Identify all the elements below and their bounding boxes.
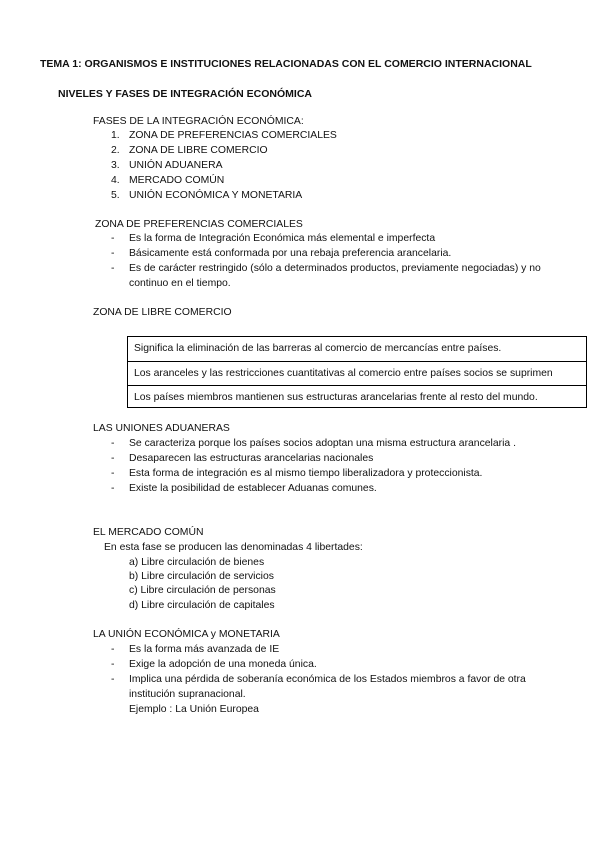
fases-item-num: 1. <box>111 130 120 141</box>
fases-item-text: UNIÓN ADUANERA <box>129 160 223 171</box>
bullet-dash: - <box>111 233 115 244</box>
zona-preferencias-item: Es de carácter restringido (sólo a determinados productos, previamente negociadas) y no <box>129 263 541 274</box>
fases-item-num: 4. <box>111 175 120 186</box>
fases-item-num: 2. <box>111 145 120 156</box>
bullet-dash: - <box>111 453 115 464</box>
mercado-comun-item: b) Libre circulación de servicios <box>129 571 274 582</box>
section-subtitle: NIVELES Y FASES DE INTEGRACIÓN ECONÓMICA <box>58 88 312 100</box>
zona-libre-heading: ZONA DE LIBRE COMERCIO <box>93 307 232 318</box>
fases-item-text: MERCADO COMÚN <box>129 175 225 186</box>
fases-heading: FASES DE LA INTEGRACIÓN ECONÓMICA: <box>93 116 304 127</box>
union-economica-item: Implica una pérdida de soberanía económica de los Estados miembros a favor de otra <box>129 674 526 685</box>
bullet-dash: - <box>111 263 115 274</box>
mercado-comun-item: d) Libre circulación de capitales <box>129 600 275 611</box>
bullet-dash: - <box>111 438 115 449</box>
zona-libre-table <box>127 336 587 408</box>
uniones-aduaneras-item: Existe la posibilidad de establecer Aduanas comunes. <box>129 483 377 494</box>
uniones-aduaneras-heading: LAS UNIONES ADUANERAS <box>93 423 230 434</box>
bullet-dash: - <box>111 644 115 655</box>
bullet-dash: - <box>111 659 115 670</box>
mercado-comun-item: c) Libre circulación de personas <box>129 585 276 596</box>
zona-preferencias-heading: ZONA DE PREFERENCIAS COMERCIALES <box>95 219 303 230</box>
bullet-dash: - <box>111 248 115 259</box>
uniones-aduaneras-item: Esta forma de integración es al mismo tiempo liberalizadora y proteccionista. <box>129 468 483 479</box>
bullet-dash: - <box>111 674 115 685</box>
fases-item-num: 5. <box>111 190 120 201</box>
union-economica-continuation: institución supranacional. <box>129 689 246 700</box>
fases-item-text: UNIÓN ECONÓMICA Y MONETARIA <box>129 190 303 201</box>
union-economica-item: Exige la adopción de una moneda única. <box>129 659 317 670</box>
mercado-comun-intro: En esta fase se producen las denominadas 4 libertades: <box>104 542 363 553</box>
union-economica-example: Ejemplo : La Unión Europea <box>129 704 259 715</box>
union-economica-heading: LA UNIÓN ECONÓMICA y MONETARIA <box>93 629 280 640</box>
zona-libre-row: Los aranceles y las restricciones cuantitativas al comercio entre países socios se suprimen <box>128 361 586 385</box>
mercado-comun-heading: EL MERCADO COMÚN <box>93 527 204 538</box>
zona-preferencias-item: Es la forma de Integración Económica más elemental e imperfecta <box>129 233 436 244</box>
uniones-aduaneras-item: Desaparecen las estructuras arancelarias nacionales <box>129 453 374 464</box>
zona-libre-row: Significa la eliminación de las barreras al comercio de mercancías entre países. <box>134 343 502 354</box>
mercado-comun-item: a) Libre circulación de bienes <box>129 557 265 568</box>
fases-item-text: ZONA DE PREFERENCIAS COMERCIALES <box>129 130 337 141</box>
zona-preferencias-item: Básicamente está conformada por una rebaja preferencia arancelaria. <box>129 248 452 259</box>
zona-libre-row: Los países miembros mantienen sus estructuras arancelarias frente al resto del mundo. <box>128 385 586 409</box>
document-title: TEMA 1: ORGANISMOS E INSTITUCIONES RELACIONADAS CON EL COMERCIO INTERNACIONAL <box>40 58 532 70</box>
fases-item-text: ZONA DE LIBRE COMERCIO <box>129 145 268 156</box>
bullet-dash: - <box>111 483 115 494</box>
fases-item-num: 3. <box>111 160 120 171</box>
union-economica-item: Es la forma más avanzada de IE <box>129 644 280 655</box>
uniones-aduaneras-item: Se caracteriza porque los países socios adoptan una misma estructura arancelaria . <box>129 438 516 449</box>
zona-preferencias-continuation: continuo en el tiempo. <box>129 278 231 289</box>
bullet-dash: - <box>111 468 115 479</box>
